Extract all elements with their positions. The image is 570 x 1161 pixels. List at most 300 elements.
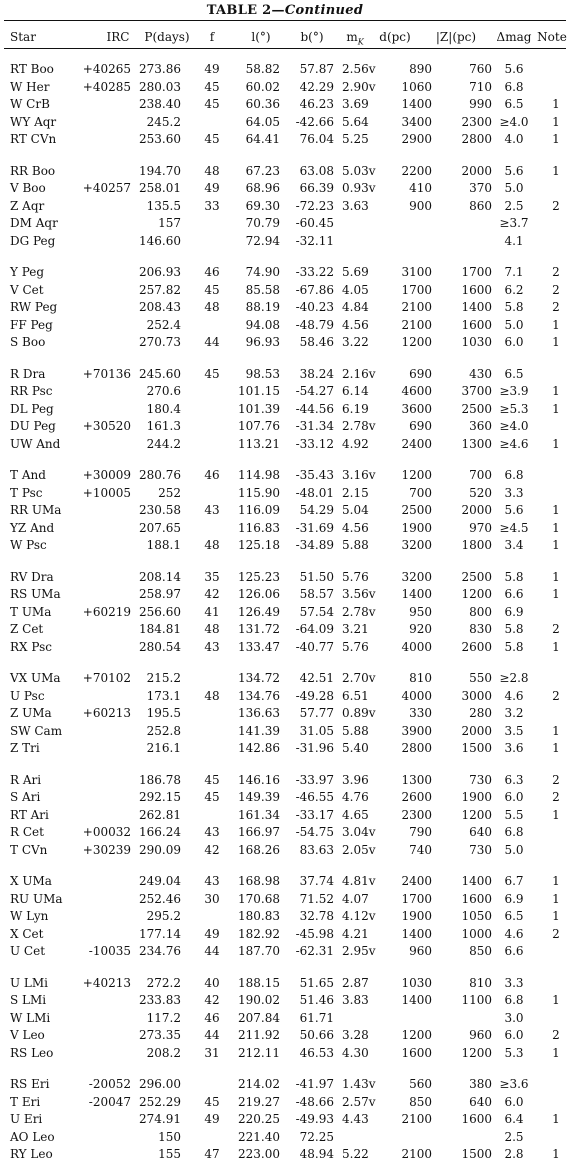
cell-b: 54.29 <box>299 503 334 517</box>
cell-f: 43 <box>204 825 220 839</box>
cell-irc: +70102 <box>82 671 131 685</box>
cell-star: DU Peg <box>10 419 56 433</box>
cell-l: 126.06 <box>238 587 280 601</box>
cell-mk: 6.51 <box>342 688 369 703</box>
cell-l: 221.40 <box>238 1129 280 1144</box>
cell-l: 149.39 <box>238 790 280 804</box>
cell-period: 252 <box>158 485 181 500</box>
cell-l: 212.11 <box>238 1045 280 1060</box>
cell-mk: 4.21 <box>342 926 369 941</box>
cell-d: 1200 <box>401 335 432 349</box>
cell-d: 2100 <box>401 1147 432 1161</box>
cell-mk: 2.56v <box>342 62 376 76</box>
cell-d: 1700 <box>401 282 432 297</box>
cell-period: 252.4 <box>146 317 181 332</box>
cell-irc: +30239 <box>82 842 131 857</box>
cell-dmag: 4.1 <box>504 233 524 248</box>
cell-dmag: 5.0 <box>504 842 524 857</box>
caption-italic: Continued <box>284 3 364 18</box>
cell-l: 72.94 <box>245 233 280 248</box>
cell-z: 1050 <box>461 909 492 923</box>
cell-l: 188.15 <box>238 975 280 990</box>
cell-f: 48 <box>204 163 220 178</box>
cell-period: 208.2 <box>146 1045 181 1060</box>
cell-z: 860 <box>469 198 492 213</box>
cell-d: 2200 <box>401 163 432 178</box>
cell-f: 43 <box>204 874 220 888</box>
header-dmag: Δmag <box>496 30 532 44</box>
cell-dmag: 7.1 <box>504 265 524 279</box>
cell-l: 126.49 <box>238 604 280 619</box>
cell-b: 32.78 <box>299 909 334 923</box>
cell-mk: 5.03v <box>342 163 376 178</box>
cell-d: 3900 <box>401 723 432 738</box>
cell-note: 1 <box>552 538 560 552</box>
cell-mk: 5.25 <box>342 132 369 146</box>
cell-f: 33 <box>204 198 220 213</box>
cell-note: 2 <box>552 790 560 804</box>
cell-note: 2 <box>552 926 560 941</box>
cell-dmag: 6.4 <box>504 1112 524 1126</box>
cell-b: -48.79 <box>295 317 334 332</box>
cell-period: 207.65 <box>139 520 181 535</box>
cell-d: 3100 <box>401 265 432 279</box>
cell-d: 4600 <box>401 384 432 398</box>
cell-star: Z UMa <box>10 706 52 720</box>
cell-z: 520 <box>469 485 492 500</box>
cell-z: 2500 <box>461 569 492 584</box>
cell-b: -46.55 <box>295 790 334 804</box>
cell-note: 1 <box>552 97 560 111</box>
cell-l: 125.18 <box>238 538 280 552</box>
cell-f: 48 <box>204 688 220 703</box>
cell-mk: 6.19 <box>342 401 369 416</box>
cell-b: 72.25 <box>299 1129 334 1144</box>
cell-b: 51.65 <box>299 975 334 990</box>
cell-dmag: ≥4.0 <box>499 419 529 433</box>
cell-mk: 4.56 <box>342 317 369 332</box>
cell-l: 134.72 <box>238 671 280 685</box>
cell-dmag: 3.6 <box>504 741 524 755</box>
cell-dmag: 5.8 <box>504 569 524 584</box>
header-f: f <box>209 30 215 44</box>
cell-dmag: 5.5 <box>504 807 524 822</box>
cell-z: 2500 <box>461 401 492 416</box>
cell-mk: 0.89v <box>342 706 376 720</box>
cell-period: 150 <box>158 1129 181 1144</box>
cell-l: 161.34 <box>238 807 280 822</box>
cell-l: 116.09 <box>238 503 280 517</box>
cell-b: 57.77 <box>299 706 334 720</box>
cell-mk: 4.84 <box>342 300 369 314</box>
cell-star: S LMi <box>10 993 47 1007</box>
cell-l: 68.96 <box>245 181 280 195</box>
cell-star: W Psc <box>10 538 47 552</box>
cell-star: RX Psc <box>10 639 53 654</box>
cell-b: 71.52 <box>299 891 334 906</box>
cell-dmag: 6.6 <box>504 944 524 958</box>
cell-star: RT Boo <box>10 62 54 76</box>
cell-b: 37.74 <box>299 874 334 888</box>
cell-z: 1600 <box>461 1112 492 1126</box>
cell-mk: 3.56v <box>342 587 376 601</box>
cell-star: U LMi <box>10 975 49 990</box>
cell-d: 2900 <box>401 132 432 146</box>
cell-f: 45 <box>204 772 220 787</box>
cell-b: -45.98 <box>295 926 334 941</box>
cell-d: 1060 <box>401 79 432 94</box>
cell-f: 49 <box>204 62 220 76</box>
cell-star: RW Peg <box>10 300 58 314</box>
cell-star: T UMa <box>10 604 52 619</box>
cell-b: -35.43 <box>295 468 334 482</box>
cell-note: 1 <box>552 384 560 398</box>
cell-d: 790 <box>409 825 432 839</box>
cell-f: 35 <box>204 569 220 584</box>
cell-l: 142.86 <box>238 741 280 755</box>
cell-f: 45 <box>204 132 220 146</box>
cell-b: -49.28 <box>295 688 334 703</box>
cell-mk: 3.04v <box>342 825 376 839</box>
cell-mk: 3.21 <box>342 622 369 636</box>
cell-z: 430 <box>469 366 492 381</box>
cell-period: 280.76 <box>139 468 181 482</box>
cell-period: 292.15 <box>139 790 181 804</box>
cell-dmag: 2.8 <box>504 1147 524 1161</box>
cell-b: 57.87 <box>299 62 334 76</box>
cell-note: 1 <box>552 587 560 601</box>
header-note: Note <box>537 30 567 44</box>
cell-f: 43 <box>204 639 220 654</box>
cell-b: -31.96 <box>295 741 334 755</box>
cell-b: 38.24 <box>299 366 334 381</box>
cell-mk: 3.63 <box>342 198 369 213</box>
cell-l: 116.83 <box>238 520 280 535</box>
cell-dmag: 5.6 <box>504 62 524 76</box>
cell-l: 85.58 <box>245 282 280 297</box>
cell-dmag: 6.6 <box>504 587 524 601</box>
cell-l: 214.02 <box>238 1077 280 1091</box>
cell-dmag: 6.8 <box>504 993 524 1007</box>
cell-period: 244.2 <box>146 436 181 451</box>
cell-mk: 5.76 <box>342 639 369 654</box>
cell-period: 273.86 <box>139 62 181 76</box>
cell-star: RR Boo <box>10 163 56 178</box>
cell-z: 2000 <box>461 503 492 517</box>
cell-star: R Ari <box>10 772 42 787</box>
cell-period: 194.70 <box>139 163 181 178</box>
cell-dmag: ≥3.6 <box>499 1077 529 1091</box>
cell-period: 117.2 <box>146 1010 181 1025</box>
cell-note: 1 <box>552 1045 560 1060</box>
cell-l: 64.05 <box>245 114 280 129</box>
cell-f: 42 <box>204 842 220 857</box>
cell-mk: 3.16v <box>342 468 376 482</box>
cell-dmag: ≥3.7 <box>499 216 529 230</box>
cell-star: S Ari <box>10 790 41 804</box>
cell-dmag: 3.2 <box>504 706 524 720</box>
cell-star: W LMi <box>10 1010 51 1025</box>
cell-l: 101.15 <box>238 384 280 398</box>
cell-b: -54.75 <box>295 825 334 839</box>
cell-mk: 2.87 <box>342 975 369 990</box>
cell-d: 1200 <box>401 468 432 482</box>
cell-l: 98.53 <box>245 366 280 381</box>
cell-irc: +60219 <box>82 604 131 619</box>
cell-z: 1900 <box>461 790 492 804</box>
cell-mk: 4.92 <box>342 436 369 451</box>
cell-mk: 5.88 <box>342 723 369 738</box>
cell-note: 2 <box>552 198 560 213</box>
cell-note: 1 <box>552 741 560 755</box>
cell-f: 44 <box>204 1028 220 1042</box>
header-l: l(°) <box>251 30 271 44</box>
cell-d: 900 <box>409 198 432 213</box>
cell-z: 1600 <box>461 317 492 332</box>
cell-star: V Boo <box>10 181 46 195</box>
cell-d: 850 <box>409 1094 432 1109</box>
header-rule <box>4 48 566 49</box>
cell-b: -33.17 <box>295 807 334 822</box>
cell-z: 850 <box>469 944 492 958</box>
cell-period: 249.04 <box>139 874 181 888</box>
cell-period: 295.2 <box>146 909 181 923</box>
cell-f: 49 <box>204 926 220 941</box>
cell-star: Z Tri <box>10 741 40 755</box>
cell-period: 195.5 <box>146 706 181 720</box>
cell-star: DM Aqr <box>10 216 58 230</box>
cell-note: 1 <box>552 1147 560 1161</box>
cell-mk: 2.95v <box>342 944 376 958</box>
cell-period: 280.54 <box>139 639 181 654</box>
cell-l: 74.90 <box>245 265 280 279</box>
cell-d: 2400 <box>401 436 432 451</box>
cell-l: 69.30 <box>245 198 280 213</box>
cell-z: 1300 <box>461 436 492 451</box>
cell-d: 330 <box>409 706 432 720</box>
cell-star: U Cet <box>10 944 46 958</box>
cell-note: 1 <box>552 520 560 535</box>
cell-dmag: ≥4.5 <box>499 520 529 535</box>
cell-l: 115.90 <box>238 485 280 500</box>
cell-star: YZ And <box>10 520 55 535</box>
cell-period: 177.14 <box>139 926 181 941</box>
cell-f: 49 <box>204 181 220 195</box>
cell-period: 253.60 <box>139 132 181 146</box>
cell-f: 31 <box>204 1045 220 1060</box>
cell-l: 170.68 <box>238 891 280 906</box>
cell-note: 1 <box>552 401 560 416</box>
header-d: d(pc) <box>379 30 411 44</box>
cell-z: 1400 <box>461 300 492 314</box>
cell-d: 410 <box>409 181 432 195</box>
cell-period: 272.2 <box>146 975 181 990</box>
cell-f: 41 <box>204 604 220 619</box>
cell-period: 252.46 <box>139 891 181 906</box>
cell-f: 45 <box>204 97 220 111</box>
cell-mk: 2.16v <box>342 366 376 381</box>
cell-star: R Dra <box>10 366 46 381</box>
cell-b: -33.12 <box>295 436 334 451</box>
cell-z: 3700 <box>461 384 492 398</box>
cell-star: AO Leo <box>10 1129 55 1144</box>
cell-mk: 5.22 <box>342 1147 369 1161</box>
cell-star: WY Aqr <box>10 114 57 129</box>
cell-period: 186.78 <box>139 772 181 787</box>
cell-dmag: 3.4 <box>504 538 524 552</box>
cell-star: DG Peg <box>10 233 56 248</box>
cell-b: -40.77 <box>295 639 334 654</box>
cell-note: 1 <box>552 1112 560 1126</box>
cell-d: 2100 <box>401 1112 432 1126</box>
cell-d: 1400 <box>401 993 432 1007</box>
cell-dmag: 6.5 <box>504 366 524 381</box>
cell-mk: 1.43v <box>342 1077 376 1091</box>
cell-z: 2800 <box>461 132 492 146</box>
cell-z: 2000 <box>461 163 492 178</box>
cell-l: 64.41 <box>245 132 280 146</box>
cell-z: 640 <box>469 825 492 839</box>
cell-dmag: 4.0 <box>504 132 524 146</box>
cell-l: 94.08 <box>245 317 280 332</box>
cell-mk: 4.65 <box>342 807 369 822</box>
cell-mk: 4.43 <box>342 1112 369 1126</box>
cell-period: 208.14 <box>139 569 181 584</box>
cell-star: R Cet <box>10 825 44 839</box>
cell-mk: 6.14 <box>342 384 369 398</box>
header-period: P(days) <box>144 30 190 44</box>
cell-star: U Eri <box>10 1112 43 1126</box>
cell-l: 58.82 <box>245 62 280 76</box>
cell-z: 1200 <box>461 1045 492 1060</box>
cell-period: 135.5 <box>146 198 181 213</box>
cell-f: 45 <box>204 366 220 381</box>
cell-star: SW Cam <box>10 723 63 738</box>
cell-z: 1500 <box>461 1147 492 1161</box>
cell-note: 1 <box>552 436 560 451</box>
cell-b: -48.01 <box>295 485 334 500</box>
cell-mk: 4.56 <box>342 520 369 535</box>
cell-period: 256.60 <box>139 604 181 619</box>
cell-star: X Cet <box>10 926 44 941</box>
cell-z: 730 <box>469 842 492 857</box>
cell-f: 45 <box>204 1094 220 1109</box>
cell-l: 207.84 <box>238 1010 280 1025</box>
cell-mk: 5.64 <box>342 114 369 129</box>
cell-d: 920 <box>409 622 432 636</box>
cell-dmag: ≥4.6 <box>499 436 529 451</box>
cell-mk: 0.93v <box>342 181 376 195</box>
cell-b: 46.23 <box>299 97 334 111</box>
cell-z: 760 <box>469 62 492 76</box>
cell-period: 273.35 <box>139 1028 181 1042</box>
cell-d: 1400 <box>401 587 432 601</box>
cell-l: 107.76 <box>238 419 280 433</box>
cell-d: 2800 <box>401 741 432 755</box>
cell-mk: 5.76 <box>342 569 369 584</box>
cell-z: 3000 <box>461 688 492 703</box>
cell-z: 370 <box>469 181 492 195</box>
cell-f: 43 <box>204 503 220 517</box>
cell-mk: 5.69 <box>342 265 369 279</box>
cell-b: 58.57 <box>299 587 334 601</box>
cell-dmag: 4.6 <box>504 926 524 941</box>
cell-mk: 4.76 <box>342 790 369 804</box>
cell-f: 49 <box>204 1112 220 1126</box>
cell-b: 31.05 <box>299 723 334 738</box>
cell-star: RS Eri <box>10 1077 50 1091</box>
cell-l: 219.27 <box>238 1094 280 1109</box>
cell-note: 1 <box>552 993 560 1007</box>
cell-irc: +40265 <box>82 62 131 76</box>
cell-d: 4000 <box>401 688 432 703</box>
cell-star: S Boo <box>10 335 46 349</box>
table-caption <box>0 3 570 18</box>
cell-l: 134.76 <box>238 688 280 703</box>
cell-dmag: 5.8 <box>504 300 524 314</box>
cell-d: 2500 <box>401 503 432 517</box>
cell-b: -67.86 <box>295 282 334 297</box>
cell-dmag: 2.5 <box>504 1129 524 1144</box>
cell-b: 51.46 <box>299 993 334 1007</box>
cell-b: -64.09 <box>295 622 334 636</box>
cell-dmag: 2.5 <box>504 198 524 213</box>
cell-star: RS UMa <box>10 587 61 601</box>
cell-l: 168.26 <box>238 842 280 857</box>
cell-mk: 2.78v <box>342 604 376 619</box>
cell-period: 234.76 <box>139 944 181 958</box>
cell-dmag: 5.0 <box>504 317 524 332</box>
cell-note: 1 <box>552 335 560 349</box>
cell-l: 146.16 <box>238 772 280 787</box>
cell-period: 146.60 <box>139 233 181 248</box>
cell-z: 2600 <box>461 639 492 654</box>
cell-mk: 5.88 <box>342 538 369 552</box>
cell-z: 1200 <box>461 587 492 601</box>
header-mk: $m_K$ <box>346 30 364 47</box>
cell-b: -54.27 <box>295 384 334 398</box>
cell-d: 690 <box>409 366 432 381</box>
cell-irc: +40285 <box>82 79 131 94</box>
cell-irc: +30009 <box>82 468 131 482</box>
cell-z: 1600 <box>461 282 492 297</box>
cell-f: 46 <box>204 265 220 279</box>
cell-l: 131.72 <box>238 622 280 636</box>
cell-b: 66.39 <box>299 181 334 195</box>
cell-star: FF Peg <box>10 317 53 332</box>
cell-period: 155 <box>158 1147 181 1161</box>
cell-dmag: 6.7 <box>504 874 524 888</box>
cell-period: 233.83 <box>139 993 181 1007</box>
cell-note: 2 <box>552 282 560 297</box>
cell-irc: +30520 <box>82 419 131 433</box>
cell-note: 1 <box>552 163 560 178</box>
cell-l: 166.97 <box>238 825 280 839</box>
cell-b: 63.08 <box>299 163 334 178</box>
cell-l: 182.92 <box>238 926 280 941</box>
cell-irc: -10035 <box>88 944 131 958</box>
cell-dmag: 6.0 <box>504 335 524 349</box>
cell-irc: +00032 <box>82 825 131 839</box>
cell-dmag: 6.8 <box>504 79 524 94</box>
cell-note: 2 <box>552 622 560 636</box>
cell-dmag: 5.6 <box>504 503 524 517</box>
cell-l: 141.39 <box>238 723 280 738</box>
cell-z: 1200 <box>461 807 492 822</box>
cell-b: 76.04 <box>299 132 334 146</box>
cell-star: Y Peg <box>10 265 45 279</box>
cell-star: T CVn <box>10 842 48 857</box>
